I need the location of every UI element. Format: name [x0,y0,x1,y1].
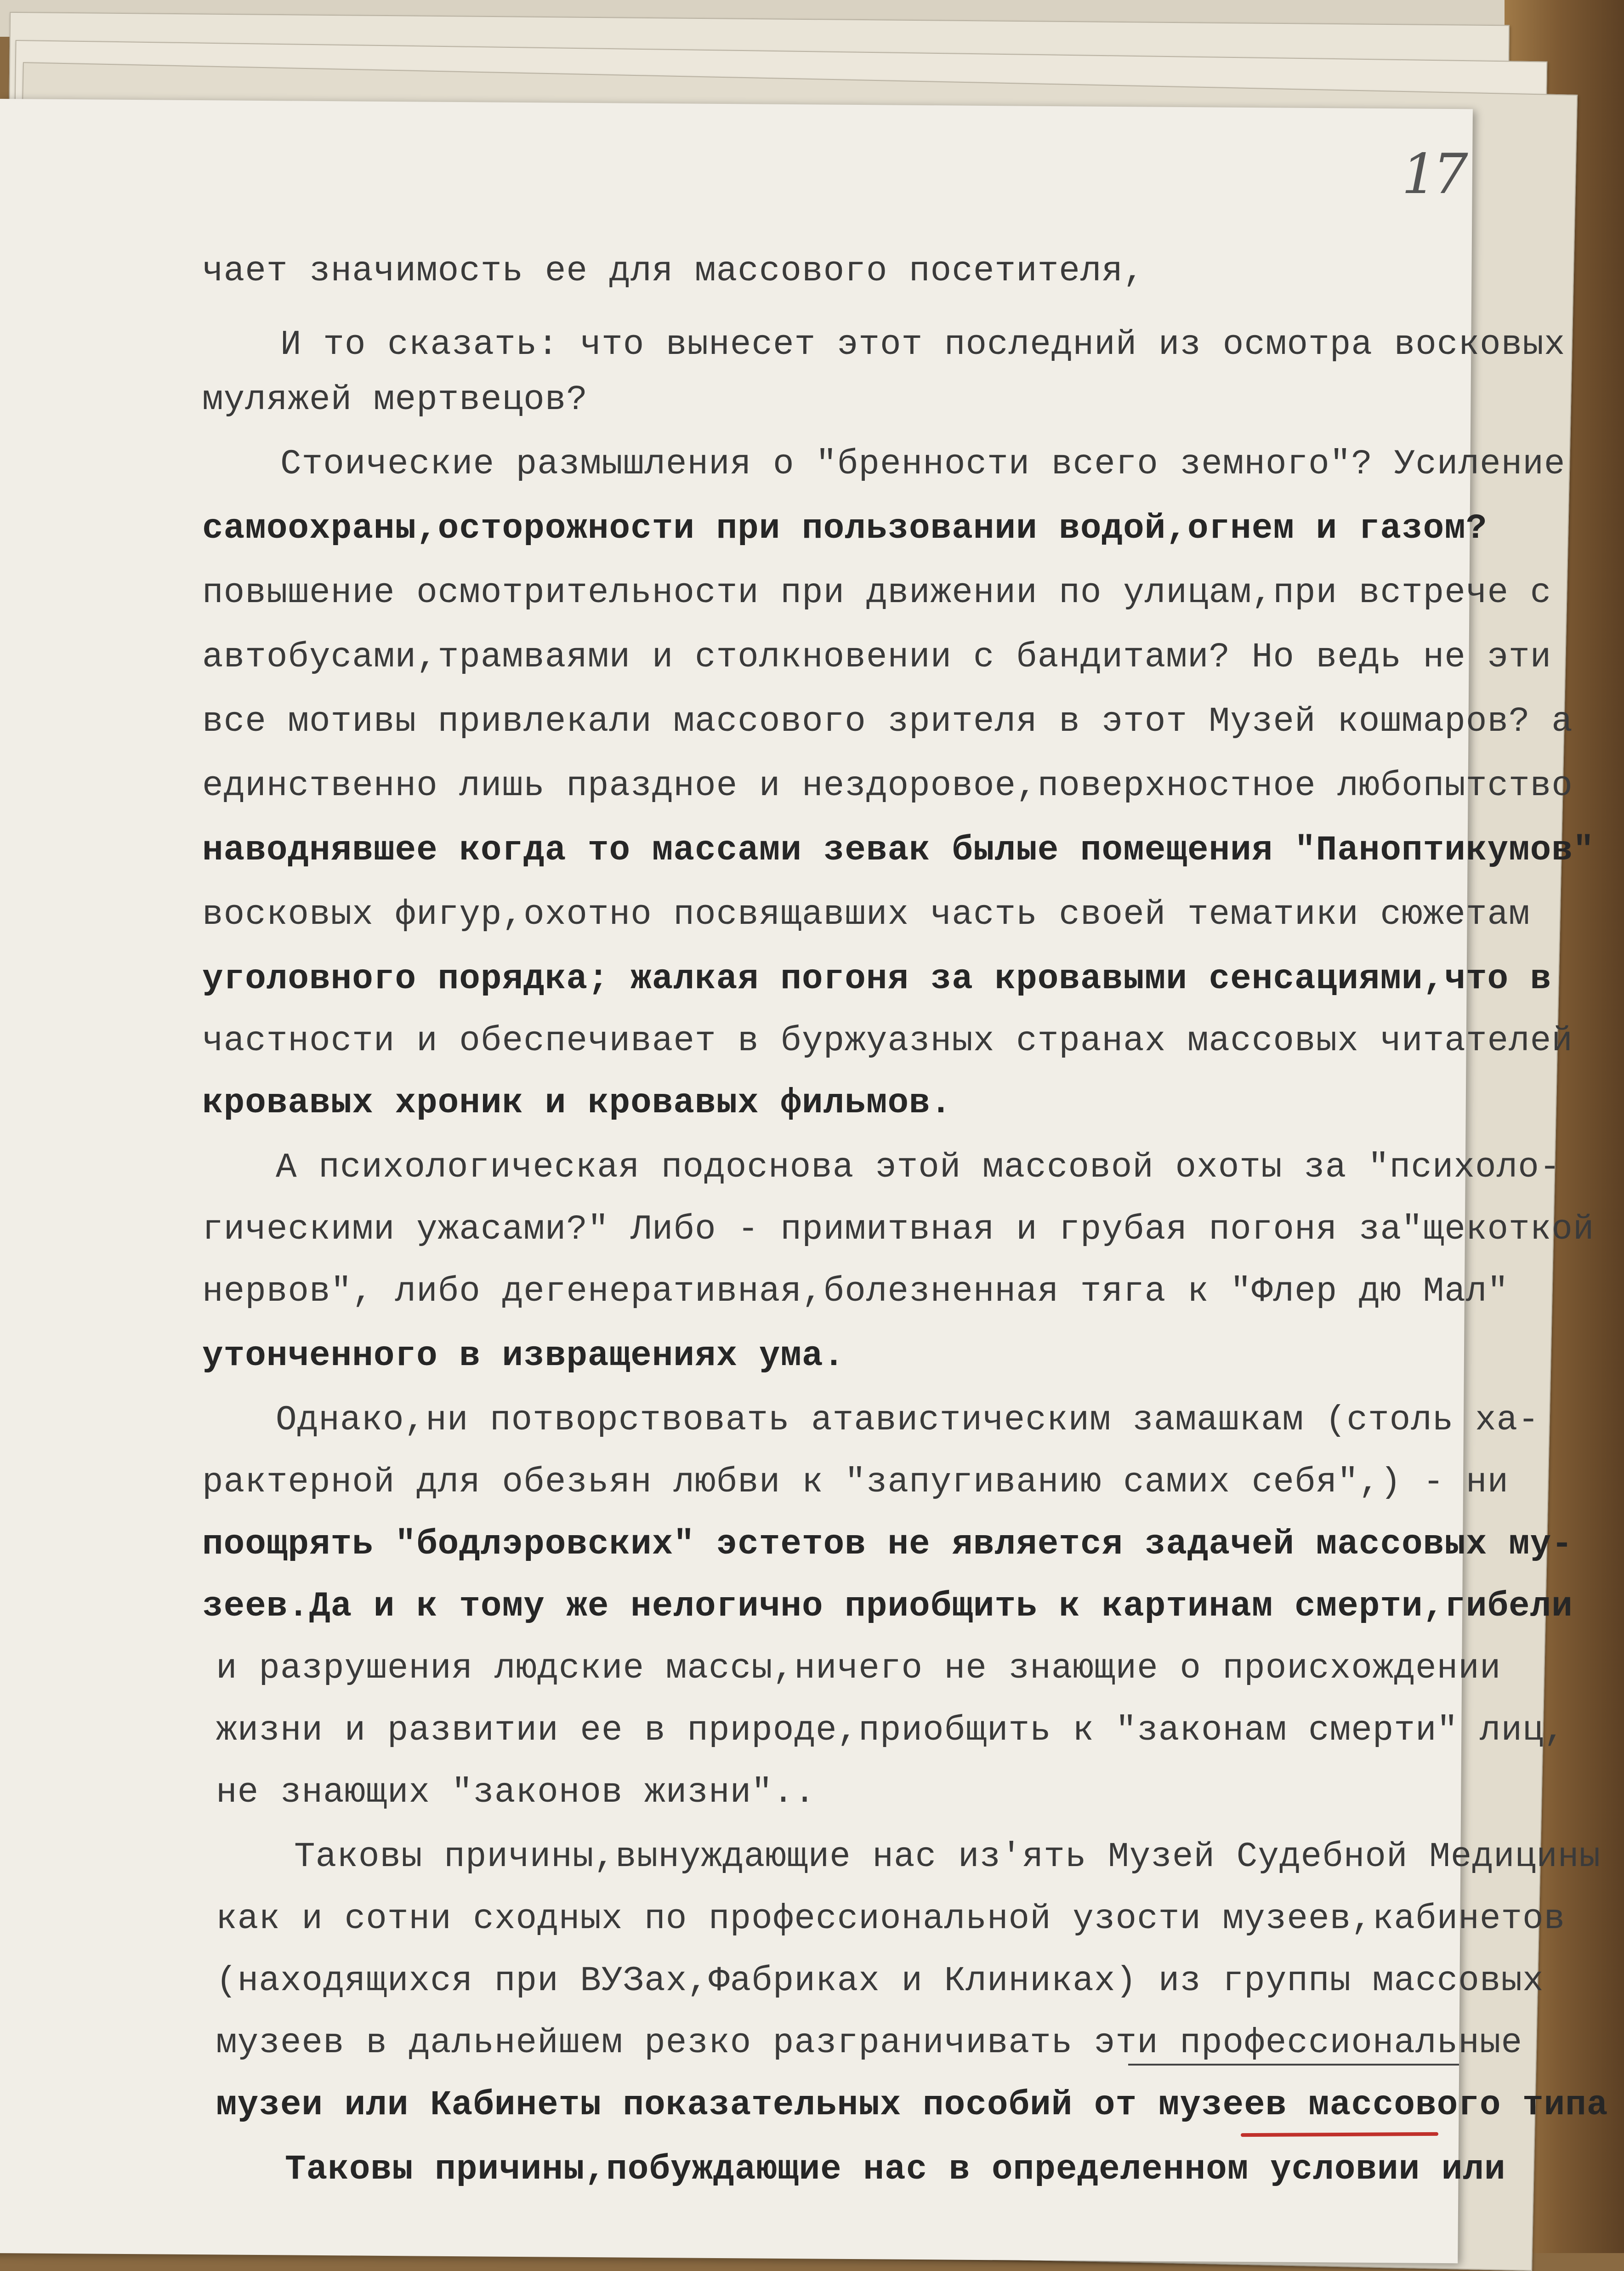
text-line: чает значимость ее для массового посетителя, [202,251,1145,291]
text-line: жизни и развитии ее в природе,приобщить к "законам смерти" лиц, [216,1711,1566,1750]
text-line: зеев.Да и к тому же нелогично приобщить к картинам смерти,гибели [202,1587,1573,1626]
text-line: как и сотни сходных по профессиональной узости музеев,кабинетов [216,1899,1566,1939]
text-line: автобусами,трамваями и столкновении с бандитами? Но ведь не эти [202,637,1552,677]
text-line: повышение осмотрительности при движении по улицам,при встрече с [202,573,1552,613]
page-number: 17 [1402,142,1465,206]
text-line: все мотивы привлекали массового зрителя в этот Музей кошмаров? а [202,702,1573,741]
text-line: муляжей мертвецов? [202,380,588,420]
text-line: частности и обеспечивает в буржуазных странах массовых читателей [202,1021,1573,1061]
text-line: Стоические размышления о "бренности всего земного"? Усиление [280,444,1566,484]
text-line: кровавых хроник и кровавых фильмов. [202,1083,952,1123]
text-line: утонченного в извращениях ума. [202,1336,845,1376]
text-line: Таковы причины,побуждающие нас в определенном условии или [285,2150,1506,2189]
text-line: Таковы причины,вынуждающие нас из'ять Музей Судебной Медицины [294,1837,1601,1877]
text-line: уголовного порядка; жалкая погоня за кровавыми сенсациями,что в [202,959,1552,999]
text-line: наводнявшее когда то массами зевак былые помещения "Паноптикумов" [202,831,1595,870]
text-line: не знающих "законов жизни".. [216,1773,816,1812]
text-line: самоохраны,осторожности при пользовании водой,огнем и газом? [202,509,1488,548]
text-line: гическими ужасами?" Либо - примитвная и грубая погоня за"щекоткой [202,1210,1595,1249]
text-line: рактерной для обезьян любви к "запугиванию самих себя",) - ни [202,1463,1509,1502]
text-line: музеи или Кабинеты показательных пособий от музеев массового типа [216,2085,1608,2125]
text-line: и разрушения людские массы,ничего не знающие о происхождении [216,1649,1501,1688]
typed-underline [1128,2064,1459,2066]
text-line: И то сказать: что вынесет этот последний из осмотра восковых [280,325,1566,364]
text-line: единственно лишь праздное и нездоровое,поверхностное любопытство [202,766,1573,806]
text-line: музеев в дальнейшем резко разграничивать эти профессиональные [216,2023,1523,2063]
red-pencil-underline [1241,2132,1438,2137]
text-line: Однако,ни потворствовать атавистическим замашкам (столь ха- [276,1400,1539,1440]
text-line: нервов", либо дегенеративная,болезненная тяга к "Флер дю Мал" [202,1272,1509,1311]
text-line: поощрять "бодлэровских" эстетов не является задачей массовых му- [202,1525,1573,1564]
text-line: А психологическая подоснова этой массовой охоты за "психоло- [276,1148,1561,1187]
text-line: восковых фигур,охотно посвящавших часть своей тематики сюжетам [202,895,1530,934]
text-line: (находящихся при ВУЗах,Фабриках и Клиниках) из группы массовых [216,1961,1544,2001]
